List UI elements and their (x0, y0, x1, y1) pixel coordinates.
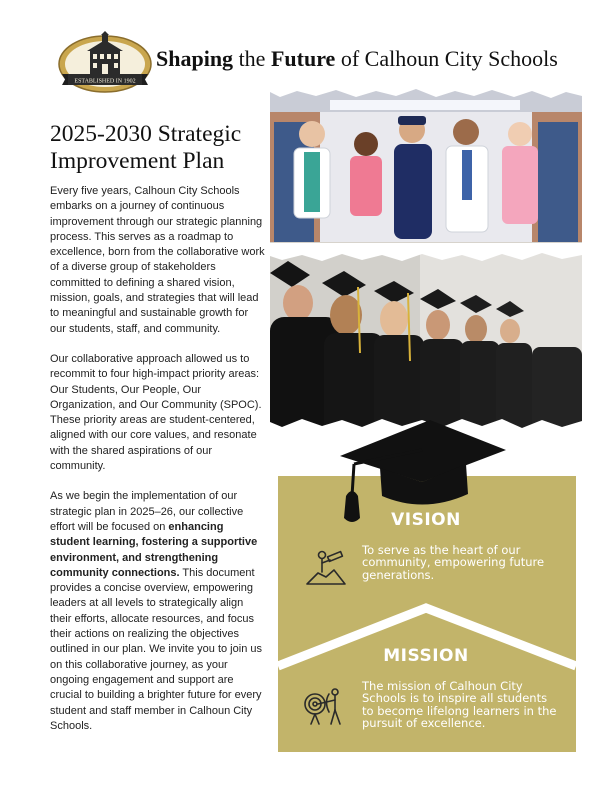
paragraph-intro: Every five years, Calhoun City Schools embarks on a journey of continuous improvement through our strategic planning process. This serves as a roadmap to excellence, born from the collaborative work of a diverse group of stakeholders committed to defining a shared vision, mission, goals, and strategies that will lead to meaningful and sustainable growth for our students, staff, and community. (50, 185, 265, 335)
header-title (156, 46, 558, 72)
school-logo (56, 30, 154, 94)
paragraph-implementation-outro: This document provides a concise overview, empowering leaders at all levels to strategically align their efforts, allocate resources, and focus their actions on realizing the objectives outlined in our plan. We invite you to join us on this collaborative journey, as your ongoing engagement and support are crucial to building a brighter future for every student and staff member in Calhoun City Schools. (50, 566, 262, 732)
header-title-rest: of Calhoun City Schools (335, 46, 558, 71)
archer-target-icon (302, 686, 346, 726)
telescope-icon (304, 546, 348, 586)
paragraph-implementation (50, 489, 266, 734)
mission-statement: The mission of Calhoun City Schools is to inspire all students to become lifelong learners in the pursuit of excellence. (362, 679, 557, 731)
mission-heading: MISSION (383, 646, 469, 666)
vision-statement: To serve as the heart of our community, empowering future generations. (362, 543, 545, 582)
photo-children-career-costumes (270, 82, 582, 265)
header-title-future: Future (270, 46, 336, 71)
paragraph-priorities: Our collaborative approach allowed us to recommit to four high-impact priority areas: Our Students, Our People, Our Organization, and Our Community (SPOC). These priority areas are student-centered, aligned with our core values, and resonate with the shared aspirations of our community. (50, 352, 262, 473)
paragraph-implementation-intro: As we begin the implementation of our strategic plan in 2025–26, our collective effort will be focused on (50, 490, 244, 533)
vision-heading: VISION (391, 510, 461, 530)
header-title-the: the (233, 46, 271, 71)
body-text (50, 184, 266, 749)
logo-established-text: ESTABLISHED IN 1902 (74, 78, 136, 85)
document-title: 2025-2030 Strategic Improvement Plan (50, 121, 242, 174)
paragraph-implementation-focus: enhancing student learning, fostering a supportive environment, and strengthening community connections. (50, 520, 258, 579)
photo-graduates-ceremony (270, 243, 582, 439)
header-title-shaping: Shaping (156, 46, 234, 71)
